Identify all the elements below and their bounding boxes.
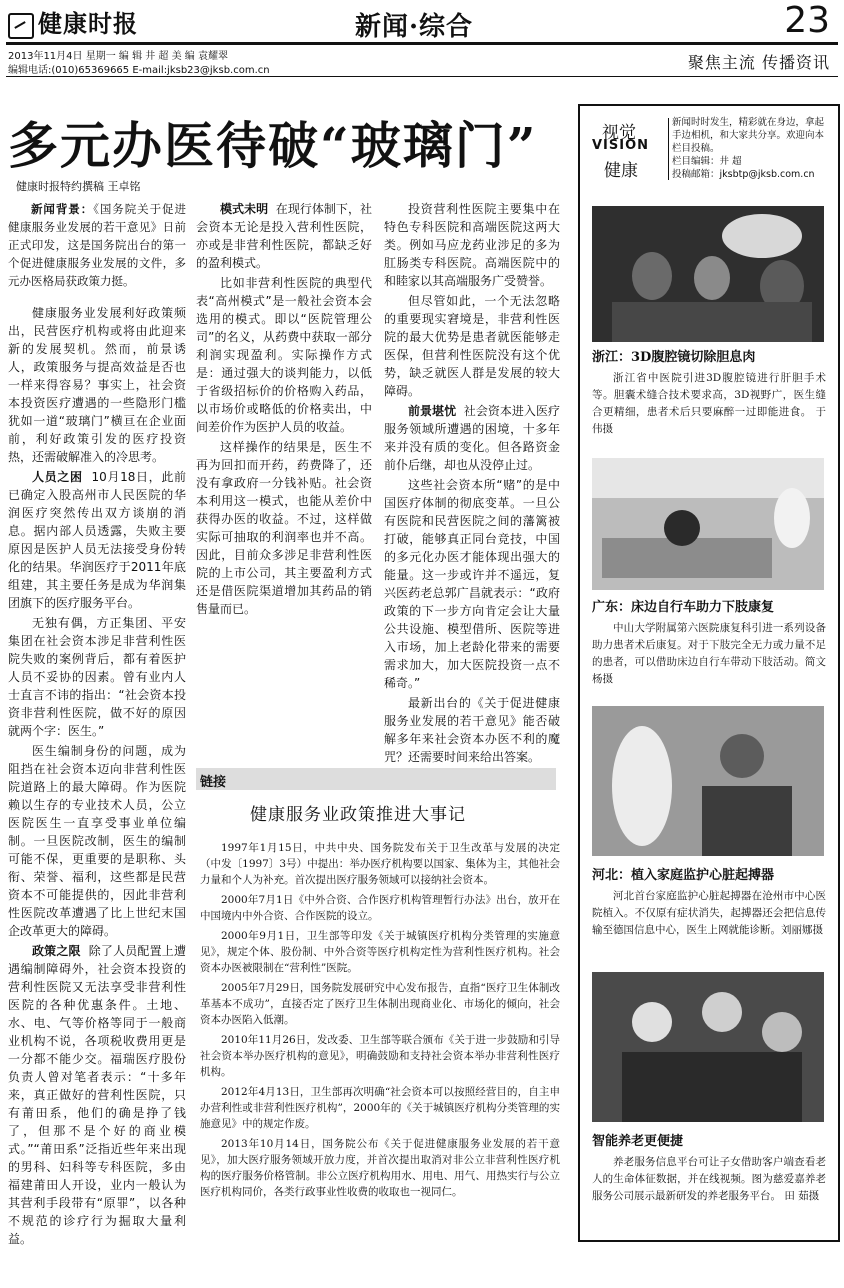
timeline-item: 2000年9月1日，卫生部等印发《关于城镇医疗机构分类管理的实施意见》，规定个体、股份制、中外合资等医疗机构定性为营利性医疗机构。社会资本办医被限制在“营利性”医院。	[200, 930, 560, 974]
page-number: 23	[784, 0, 830, 41]
timeline-item: 2010年11月26日，发改委、卫生部等联合颁布《关于进一步鼓励和引导社会资本举办医疗机构的意见》，明确鼓励和支持社会资本举办非营利性医疗机构。	[200, 1034, 560, 1078]
paragraph	[196, 200, 372, 272]
paragraph: 最新出台的《关于促进健康服务业发展的若干意见》能否破解多年来社会资本办医不利的魔咒？还需要时间来给出答案。	[384, 696, 560, 764]
news-title: 智能养老更便捷	[592, 1134, 684, 1149]
paragraph-text: 10月18日，此前已确定入股高州市人民医院的华润医疗突然传出双方谈崩的消息。据内部人员透露，失败主要原因是医护人员无法接受身份转化的结果。华润医疗于2011年底组建，其主要任务是成为华润集团旗下的医疗服务平台。	[8, 470, 186, 610]
paragraph: 这样操作的结果是，医生不再为回扣而开药，药费降了，还没有拿政府一分钱补贴。社会资本利用这一模式，也能从差价中获得办医的收益。不过，这样做实际可抽取的利润率也并不高。因此，目前众多涉足非营利性医院的上市公司，其主要盈利方式还是借医院渠道增加其药品的销售量而已。	[196, 440, 372, 616]
paragraph	[8, 468, 186, 612]
paragraph: 投资营利性医院主要集中在特色专科医院和高端医院这两大类。例如马应龙药业涉足的多为肛肠类专科医院。高端医院中的和睦家以其高端服务广受赞誉。	[384, 202, 560, 288]
paragraph: 这些社会资本所“赌”的是中国医疗体制的彻底变革。一旦公有医院和民营医院之间的藩篱被打破，能够真正同台竞技，中国的多元化办医才能体现出强大的能量。这一步或许并不遥远，复兴医药老总郭广昌就表示：“政府政策的下一步方向肯定会让大量公共设施、模型借所、医院等进入市场，加上老龄化带来的需要需求加大，加大医院投资一点不稀奇。”	[384, 478, 560, 690]
vision-divider	[668, 118, 669, 180]
timeline-item: 2005年7月29日，国务院发展研究中心发布报告，直指“医疗卫生体制改革基本不成功”，直接否定了医疗卫生体制出现商业化、市场化的倾向，社会资本办医陷入低潮。	[200, 982, 560, 1026]
link-bar	[196, 768, 556, 790]
paragraph: 但尽管如此，一个无法忽略的重要现实窘境是，非营利性医院的最大优势是患者就医能够走医保，但营利性医院没有这个优势，缺乏就医人群是发展的较大障碍。	[384, 294, 560, 398]
link-label: 链接	[200, 775, 227, 790]
news-title: 浙江：3D腹腔镜切除胆息肉	[592, 350, 756, 365]
photo-rehab	[592, 458, 824, 590]
news-title: 广东：床边自行车助力下肢康复	[592, 600, 775, 615]
top-rule	[6, 42, 838, 45]
article-column-1	[8, 200, 186, 1250]
paragraph: 比如非营利性医院的典型代表“高州模式”是一般社会资本会选用的模式。即以“医院管理公司”的名义，从药费中获取一部分利润实现盈利。实际操作方式是：通过强大的谈判能力，以低于省级招标价的价格购入药品，以市场价或略低的价格卖出，中间差价作为医护人员的收益。	[196, 276, 372, 434]
news-caption: 养老服务信息平台可让子女借助客户端查看老人的生命体征数据，并在线视频。图为慈爱嘉养老服务公司展示最新研发的养老服务平台。 田 茹摄	[592, 1156, 826, 1202]
timeline-title: 健康服务业政策推进大事记	[250, 805, 466, 825]
article-headline: 多元办医待破“玻璃门”	[8, 116, 538, 175]
paragraph	[384, 402, 560, 474]
paragraph-text: 在现行体制下，社会资本无论是投入营利性医院，亦或是非营利性医院，都缺乏好的盈利模式。	[196, 202, 372, 270]
vision-intro	[672, 116, 832, 181]
article-column-2	[196, 200, 372, 620]
news-title: 河北：植入家庭监护心脏起搏器	[592, 868, 775, 883]
header-rule	[6, 76, 838, 77]
newspaper-logo	[8, 4, 138, 39]
subhead: 政策之限	[32, 944, 81, 958]
subhead: 前景堪忧	[408, 404, 457, 418]
photo-elderly-care	[592, 972, 824, 1122]
lead-keyword: 新闻背景：	[31, 202, 94, 216]
slogan: 聚焦主流 传播资讯	[687, 53, 830, 72]
issue-meta: 2013年11月4日 星期一 编 辑 井 超 美 编 袁耀翠	[8, 51, 228, 62]
photo-surgery	[592, 206, 824, 342]
timeline-item: 2012年4月13日，卫生部再次明确“社会资本可以按照经营目的，自主申办营利性或非营利性医疗机构”，2000年的《关于城镇医疗机构分类管理的实施意见》中的规定作废。	[200, 1086, 560, 1130]
subhead: 人员之困	[32, 470, 83, 484]
article-byline: 健康时报特约撰稿 王卓铭	[16, 180, 141, 193]
news-caption: 浙江省中医院引进3D腹腔镜进行肝胆手术等。胆囊术缝合技术要求高，3D视野广，医生缝合更精细，患者术后只要麻醉一过即能进食。 于 伟摄	[592, 372, 826, 435]
vision-title-cn: 视觉	[602, 123, 636, 143]
paragraph	[8, 942, 186, 1248]
paragraph: 无独有偶，方正集团、平安集团在社会资本涉足非营利性医院失败的案例背后，都有着医护人员不妥协的因素。曾有业内人士直言不讳的指出：“社会资本投资非营利性医院，做不好的原因就两个字：医生。”	[8, 616, 186, 738]
timeline-item: 2000年7月1日《中外合资、合作医疗机构管理暂行办法》出台，放开在中国境内中外合资、合作医院的设立。	[200, 894, 560, 922]
news-caption: 河北首台家庭监护心脏起搏器在沧州市中心医院植入。不仅原有症状消失，起搏器还会把信息传输至德国信息中心，医生上网就能诊断。刘丽娜摄	[592, 890, 826, 936]
lead-text: 《国务院关于促进健康服务业发展的若干意见》日前正式印发，这是国务院出台的第一个促进健康服务业发展的文件，多元办医格局获政策力挺。	[8, 202, 186, 288]
editor-text: 栏目编辑：井 超	[672, 156, 742, 167]
subhead: 模式未明	[220, 202, 269, 216]
paragraph-text: 社会资本进入医疗服务领域所遭遇的困境，十多年来并没有质的变化。但各路资金前仆后继，却也从没停止过。	[384, 404, 560, 472]
timeline-item: 1997年1月15日，中共中央、国务院发布关于卫生改革与发展的决定（中发〔1997〕3号）中提出：举办医疗机构要以国家、集体为主，其他社会力量和个人为补充。首次提出医疗服务领域可以接纳社会资本。	[200, 842, 560, 886]
contact-meta: 编辑电话:(010)65369665 E-mail:jksb23@jksb.com.cn	[8, 65, 270, 76]
article-column-3	[384, 200, 560, 768]
paragraph: 医生编制身份的问题，成为阻挡在社会资本迈向非营利性医院道路上的最大障碍。作为医院赖以生存的专业技术人员，公立医院医生一直享受事业单位编制。一旦医院改制，医生的编制可能不保，更重要的是职称、头衔、荣誉、福利，这些都是民营资本不可能提供的，因此非营利性医院改革遭遇了比上世纪末国企改革更大的障碍。	[8, 744, 186, 938]
lead-paragraph	[8, 200, 186, 290]
paragraph: 健康服务业发展利好政策频出，民营医疗机构或将由此迎来新的发展契机。然而，前景诱人，政策服务与提高效益是否也一样来得容易？事实上，社会资本投资医疗遭遇的一些隐形门槛犹如一道“玻璃门”横亘在企业面前，利好政策引发的医疗投资热，还需破解准入的冷思考。	[8, 306, 186, 464]
logo-icon	[8, 13, 34, 39]
photo-pacemaker	[592, 706, 824, 856]
intro-text: 新闻时时发生，精彩就在身边，拿起手边相机，和大家共分享。欢迎向本栏目投稿。	[672, 117, 825, 154]
section-title: 新闻·综合	[355, 12, 474, 42]
paragraph-text: 除了人员配置上遭遇编制障碍外，社会资本投资的营利性医院又无法享受非营利性医院的各种优惠条件。土地、水、电、气等价格等同于一般商业机构不说，各项税收费用更是一分都不能少交。福瑞医疗股份负责人曾对笔者表示：“十多年来，真正做好的营利性医院，只有莆田系，他们的确是挣了钱了，但那不是个好的商业模式。”“莆田系”泛指近些年来出现的男科、妇科等专科医院，多由福建莆田人开设，业内一般认为其营利手段带有“原罪”，以各种不规范的诊疗行为掘取大量利益。	[8, 944, 186, 1246]
timeline	[200, 840, 560, 1204]
vision-title-en: VISION	[592, 138, 650, 153]
timeline-item: 2013年10月14日，国务院公布《关于促进健康服务业发展的若干意见》，加大医疗服务领域开放力度，并首次提出取消对非公立非营利性医疗机构的医疗服务价格管制。非公立医疗机构用水、用电、用气、用热实行与公立医疗机构同价，各类行政事业性收费的收取也一视同仁。	[200, 1138, 560, 1198]
vision-title-health: 健康	[604, 161, 638, 181]
email-text: 投稿邮箱：jksbtp@jksb.com.cn	[672, 169, 815, 180]
news-caption: 中山大学附属第六医院康复科引进一系列设备助力患者术后康复。对于下肢完全无力或力量不足的患者，可以借助床边自行车带动下肢活动。简文杨摄	[592, 622, 826, 685]
logo-text: 健康时报	[38, 9, 138, 38]
